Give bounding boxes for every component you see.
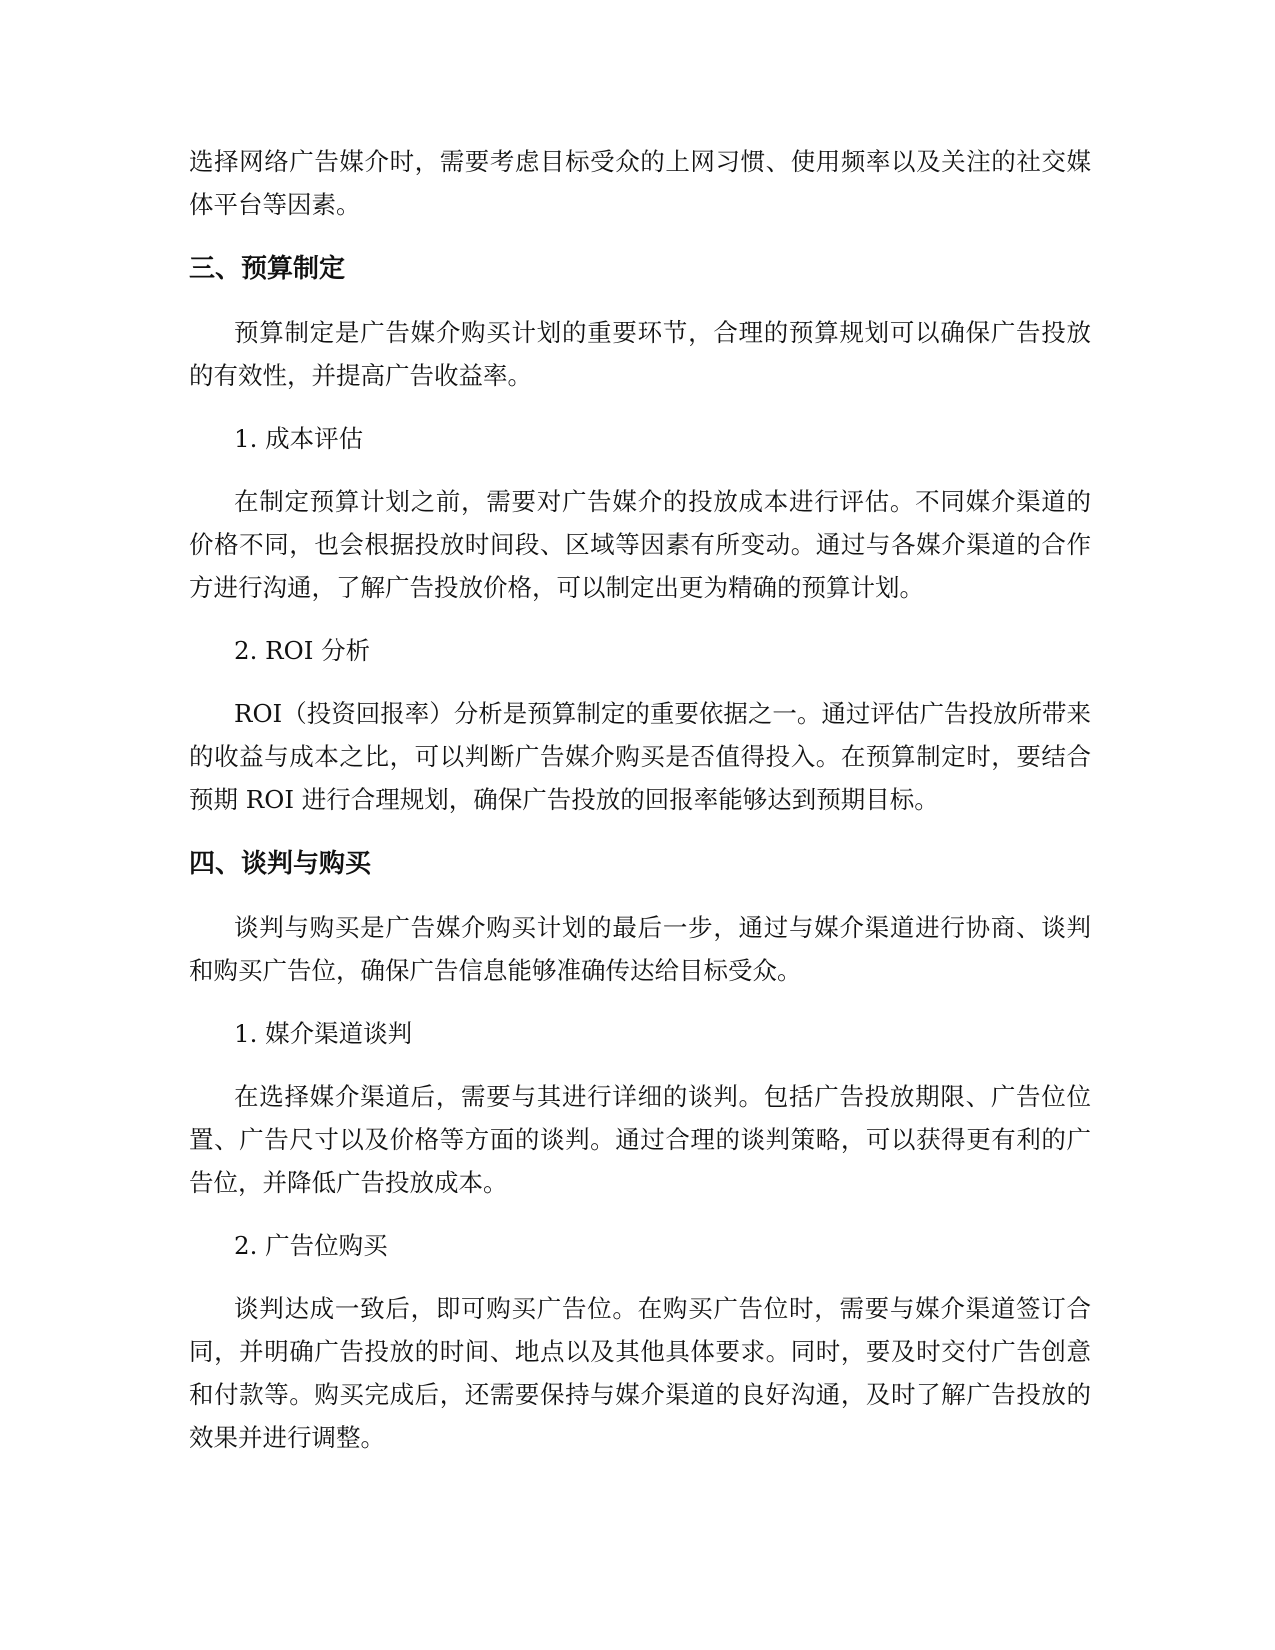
subheading-cost-evaluation: 1. 成本评估 [234,424,364,453]
subheading-ad-slot-purchase: 2. 广告位购买 [234,1231,388,1260]
paragraph-ad-slot-purchase: 谈判达成一致后，即可购买广告位。在购买广告位时，需要与媒介渠道签订合同，并明确广告投放的时间、地点以及其他具体要求。同时，要及时交付广告创意和付款等。购买完成后，还需要保持与媒介渠道的良好沟通，及时了解广告投放的效果并进行调整。 [189,1294,1091,1452]
paragraph-roi-analysis: ROI（投资回报率）分析是预算制定的重要依据之一。通过评估广告投放所带来的收益与成本之比，可以判断广告媒介购买是否值得投入。在预算制定时，要结合预期 ROI 进行合理规划，确保广告投放的回报率能够达到预期目标。 [189,699,1091,814]
subheading-channel-negotiation: 1. 媒介渠道谈判 [234,1019,413,1048]
paragraph-cost-evaluation: 在制定预算计划之前，需要对广告媒介的投放成本进行评估。不同媒介渠道的价格不同，也会根据投放时间段、区域等因素有所变动。通过与各媒介渠道的合作方进行沟通，了解广告投放价格，可以制定出更为精确的预算计划。 [189,487,1091,602]
document-page [189,140,1091,1479]
heading-budget: 三、预算制定 [189,254,346,284]
paragraph-budget-intro: 预算制定是广告媒介购买计划的重要环节，合理的预算规划可以确保广告投放的有效性，并提高广告收益率。 [189,318,1091,390]
paragraph-channel-negotiation: 在选择媒介渠道后，需要与其进行详细的谈判。包括广告投放期限、广告位位置、广告尺寸以及价格等方面的谈判。通过合理的谈判策略，可以获得更有利的广告位，并降低广告投放成本。 [189,1082,1091,1197]
paragraph-network-media: 选择网络广告媒介时，需要考虑目标受众的上网习惯、使用频率以及关注的社交媒体平台等因素。 [189,147,1091,219]
heading-negotiation-purchase: 四、谈判与购买 [189,849,372,879]
subheading-roi-analysis: 2. ROI 分析 [234,636,371,665]
paragraph-negotiation-intro: 谈判与购买是广告媒介购买计划的最后一步，通过与媒介渠道进行协商、谈判和购买广告位，确保广告信息能够准确传达给目标受众。 [189,913,1091,985]
